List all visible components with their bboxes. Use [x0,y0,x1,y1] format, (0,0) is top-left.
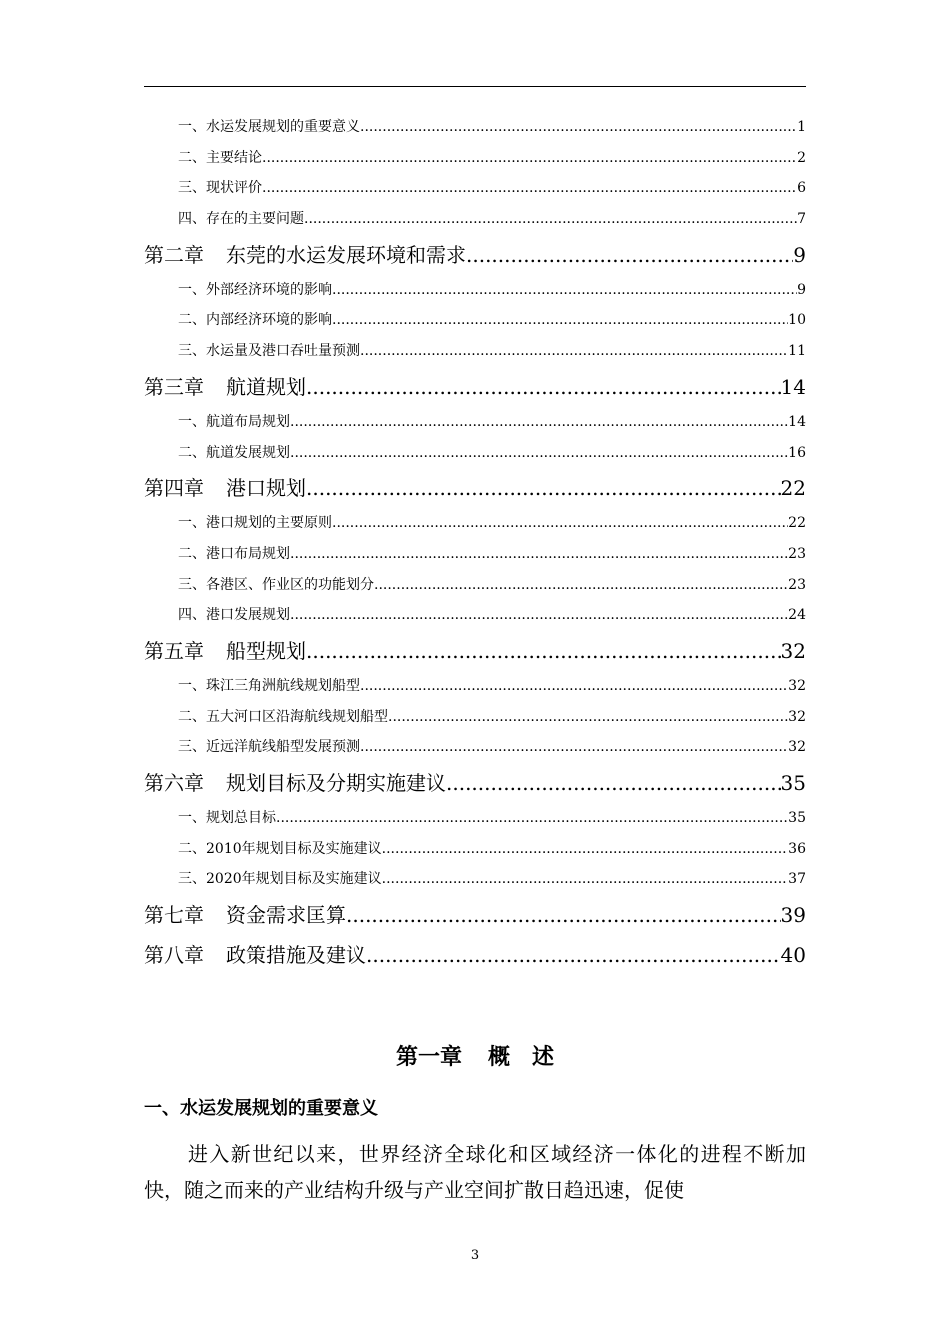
toc-page-number: 14 [788,413,806,430]
toc-leader-dots [360,112,797,143]
toc-section-entry[interactable] [144,803,806,834]
toc-section-entry[interactable] [144,204,806,235]
toc-leader-dots [306,631,781,671]
chapter-number: 第一章 [395,1045,462,1070]
toc-chapter-entry[interactable] [144,763,806,803]
toc-leader-dots [360,732,788,763]
toc-section-entry[interactable] [144,336,806,367]
toc-section-entry[interactable] [144,732,806,763]
toc-leader-dots [446,763,781,803]
toc-section-entry[interactable] [144,702,806,733]
toc-leader-dots [332,305,788,336]
toc-chapter-title: 航道规划 [226,374,306,399]
toc-section-entry[interactable] [144,438,806,469]
toc-entry-title [144,763,446,803]
toc-leader-dots [346,895,781,935]
toc-leader-dots [290,539,788,570]
toc-leader-dots [374,570,788,601]
toc-page-number: 32 [788,708,806,725]
toc-entry-title: 二、2010年规划目标及实施建议 [178,840,382,857]
toc-page-number: 36 [788,840,806,857]
toc-leader-dots [290,407,788,438]
toc-page-number: 39 [780,903,806,928]
toc-page-number: 1 [797,119,806,135]
toc-page-number: 10 [788,312,806,329]
section-heading: 一、水运发展规划的重要意义 [144,1098,378,1119]
toc-page-number: 40 [780,943,806,968]
header-rule [144,86,806,87]
toc-page-number: 23 [788,545,806,562]
chapter-heading [144,1038,806,1078]
toc-entry-title: 一、外部经济环境的影响 [178,281,332,298]
toc-chapter-number: 第八章 [144,943,204,968]
toc-section-entry[interactable] [144,143,806,174]
toc-entry-title [144,468,306,508]
toc-page-number: 22 [780,476,806,501]
toc-section-entry[interactable] [144,600,806,631]
toc-chapter-title: 资金需求匡算 [226,903,346,928]
toc-leader-dots [306,468,781,508]
toc-leader-dots [360,671,788,702]
toc-entry-title: 三、各港区、作业区的功能划分 [178,576,374,593]
toc-page-number: 32 [780,638,806,663]
toc-leader-dots [304,204,797,235]
toc-entry-title: 一、港口规划的主要原则 [178,515,332,532]
toc-chapter-entry[interactable] [144,235,806,275]
toc-chapter-title: 港口规划 [226,476,306,501]
table-of-contents [144,112,806,975]
toc-section-entry[interactable] [144,112,806,143]
toc-section-entry[interactable] [144,570,806,601]
toc-page-number: 37 [788,871,806,888]
toc-entry-title: 二、内部经济环境的影响 [178,312,332,329]
toc-section-entry[interactable] [144,305,806,336]
toc-section-entry[interactable] [144,173,806,204]
toc-entry-title: 二、航道发展规划 [178,444,290,461]
toc-section-entry[interactable] [144,671,806,702]
toc-page-number: 2 [797,149,806,166]
toc-chapter-number: 第七章 [144,903,204,928]
toc-page-number: 22 [788,515,806,532]
toc-entry-title: 二、港口布局规划 [178,545,290,562]
toc-leader-dots [366,935,781,975]
toc-chapter-number: 第五章 [144,638,204,663]
toc-chapter-title: 规划目标及分期实施建议 [226,771,446,795]
toc-leader-dots [306,367,781,407]
toc-entry-title: 一、珠江三角洲航线规划船型 [178,677,360,694]
toc-entry-title: 三、2020年规划目标及实施建议 [178,871,382,888]
toc-leader-dots [360,336,788,367]
toc-entry-title: 一、航道布局规划 [178,413,290,430]
toc-entry-title [144,367,306,407]
toc-section-entry[interactable] [144,834,806,865]
toc-leader-dots [388,702,788,733]
toc-leader-dots [332,508,788,539]
toc-leader-dots [276,803,788,834]
toc-section-entry[interactable] [144,275,806,306]
toc-chapter-number: 第四章 [144,476,204,501]
toc-entry-title: 四、港口发展规划 [178,607,290,624]
toc-page-number: 14 [780,374,806,399]
toc-chapter-title: 船型规划 [226,638,306,663]
toc-entry-title [144,935,366,975]
toc-leader-dots [382,834,789,865]
toc-page-number: 9 [797,281,806,298]
toc-chapter-number: 第三章 [144,374,204,399]
toc-entry-title [144,631,306,671]
toc-leader-dots [262,143,797,174]
toc-leader-dots [262,173,797,204]
toc-entry-title: 三、水运量及港口吞吐量预测 [178,343,360,360]
toc-page-number: 24 [788,607,806,624]
toc-section-entry[interactable] [144,508,806,539]
toc-entry-title: 一、水运发展规划的重要意义 [178,119,360,135]
toc-chapter-entry[interactable] [144,935,806,975]
toc-entry-title: 三、近远洋航线船型发展预测 [178,739,360,756]
page-number: 3 [470,1248,480,1263]
toc-entry-title [144,235,466,275]
chapter-name: 概 述 [488,1045,555,1070]
toc-page-number: 35 [788,810,806,826]
toc-chapter-title: 政策措施及建议 [226,943,366,968]
toc-entry-title: 一、规划总目标 [178,810,276,826]
toc-section-entry[interactable] [144,864,806,895]
toc-entry-title: 二、五大河口区沿海航线规划船型 [178,708,388,725]
toc-chapter-number: 第二章 [144,242,204,267]
toc-chapter-entry[interactable] [144,895,806,935]
toc-entry-title: 二、主要结论 [178,149,262,166]
toc-leader-dots [466,235,793,275]
toc-page-number: 7 [797,211,806,228]
toc-page-number: 35 [780,771,806,795]
toc-page-number: 32 [788,739,806,756]
toc-page-number: 16 [788,444,806,461]
toc-chapter-entry[interactable] [144,367,806,407]
toc-entry-title: 三、现状评价 [178,180,262,197]
toc-chapter-entry[interactable] [144,468,806,508]
body-paragraph: 进入新世纪以来，世界经济全球化和区域经济一体化的进程不断加快，随之而来的产业结构升级与产业空间扩散日趋迅速，促使 [144,1142,806,1202]
toc-page-number: 6 [797,180,806,197]
toc-chapter-number: 第六章 [144,771,204,795]
toc-leader-dots [382,864,789,895]
toc-page-number: 11 [788,343,806,360]
toc-chapter-title: 东莞的水运发展环境和需求 [226,242,466,267]
toc-entry-title: 四、存在的主要问题 [178,211,304,228]
toc-chapter-entry[interactable] [144,631,806,671]
toc-page-number: 23 [788,576,806,593]
toc-entry-title [144,895,346,935]
toc-page-number: 9 [793,242,806,267]
toc-section-entry[interactable] [144,539,806,570]
toc-page-number: 32 [788,677,806,694]
toc-leader-dots [290,438,788,469]
toc-leader-dots [332,275,797,306]
toc-leader-dots [290,600,788,631]
toc-section-entry[interactable] [144,407,806,438]
